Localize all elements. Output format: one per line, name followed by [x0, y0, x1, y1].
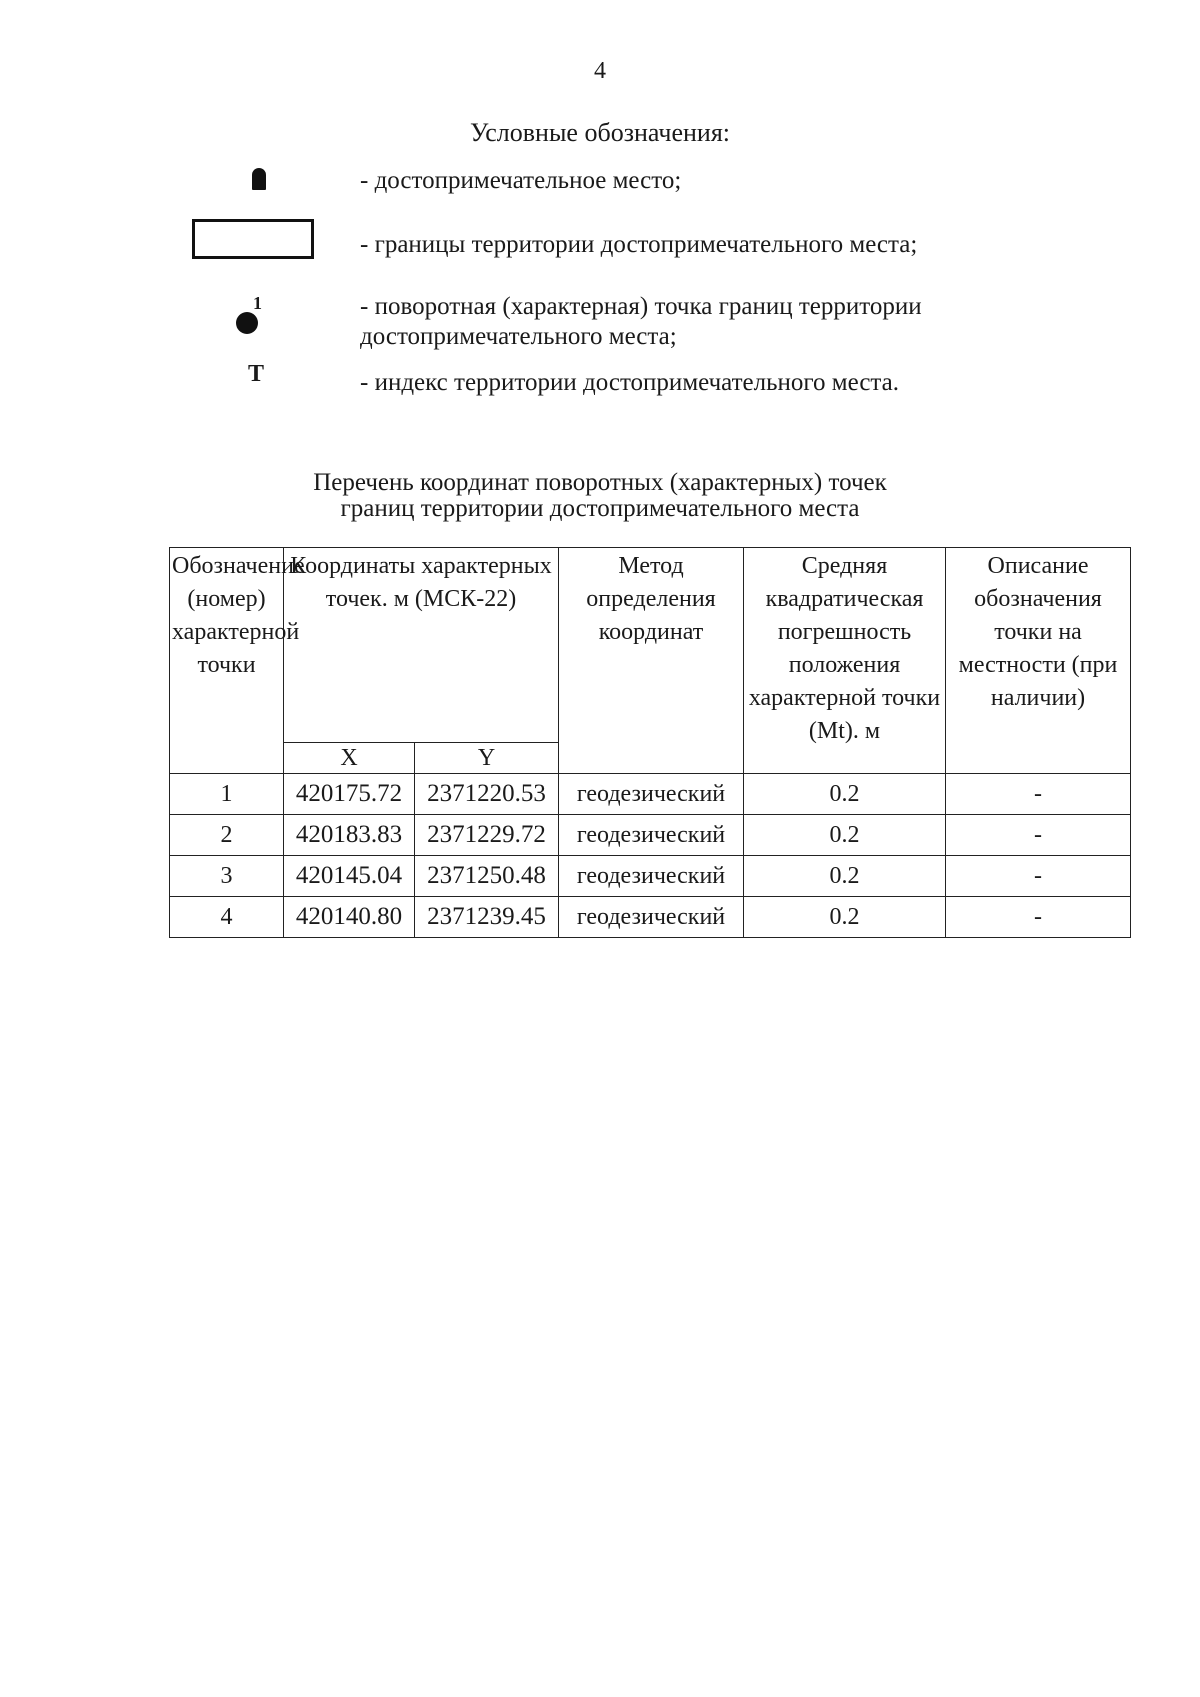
header-method: Метод определения координат — [559, 548, 744, 774]
legend-title: Условные обозначения: — [469, 118, 731, 147]
cell-y: 2371229.72 — [415, 815, 559, 856]
cell-method: геодезический — [559, 897, 744, 938]
cell-description: - — [946, 897, 1131, 938]
cell-x: 420175.72 — [284, 774, 415, 815]
cell-description: - — [946, 774, 1131, 815]
legend-item-turning-point: - поворотная (характерная) точка границ территории достопримечательного места; — [360, 293, 922, 350]
legend-item-territory-index: - индекс территории достопримечательного места. — [360, 369, 900, 396]
cell-point: 1 — [170, 774, 284, 815]
table-title — [0, 470, 1200, 522]
header-error: Средняя квадратическая погрешность положения характерной точки (Mt). м — [744, 548, 946, 774]
cell-x: 420140.80 — [284, 897, 415, 938]
table-title-line-1: Перечень координат поворотных (характерных) точек — [313, 469, 887, 496]
header-description: Описание обозначения точки на местности (при наличии) — [946, 548, 1131, 774]
cell-point: 2 — [170, 815, 284, 856]
cell-method: геодезический — [559, 856, 744, 897]
landmark-icon — [252, 168, 266, 190]
turning-point-number: 1 — [253, 293, 262, 313]
cell-error: 0.2 — [744, 856, 946, 897]
coordinates-table — [169, 547, 1131, 938]
cell-point: 3 — [170, 856, 284, 897]
header-x: X — [284, 743, 415, 774]
cell-y: 2371220.53 — [415, 774, 559, 815]
cell-method: геодезический — [559, 815, 744, 856]
cell-point: 4 — [170, 897, 284, 938]
territory-index-icon: Т — [248, 361, 265, 387]
table-title-line-2: границ территории достопримечательного места — [340, 495, 860, 522]
table-row — [170, 856, 1131, 897]
cell-description: - — [946, 856, 1131, 897]
legend-item-landmark: - достопримечательное место; — [360, 167, 682, 194]
turning-point-icon — [236, 312, 258, 334]
cell-x: 420183.83 — [284, 815, 415, 856]
cell-error: 0.2 — [744, 815, 946, 856]
cell-y: 2371250.48 — [415, 856, 559, 897]
cell-y: 2371239.45 — [415, 897, 559, 938]
cell-error: 0.2 — [744, 897, 946, 938]
cell-description: - — [946, 815, 1131, 856]
cell-error: 0.2 — [744, 774, 946, 815]
legend-item-boundary: - границы территории достопримечательного места; — [360, 231, 918, 258]
header-coordinates: Координаты характерных точек. м (МСК-22) — [284, 548, 559, 743]
cell-x: 420145.04 — [284, 856, 415, 897]
table-row — [170, 815, 1131, 856]
boundary-rectangle-icon — [192, 219, 314, 259]
header-designation: Обозначение (номер) характерной точки — [170, 548, 284, 774]
header-y: Y — [415, 743, 559, 774]
table-row — [170, 897, 1131, 938]
table-row — [170, 774, 1131, 815]
cell-method: геодезический — [559, 774, 744, 815]
page-number: 4 — [594, 58, 606, 84]
